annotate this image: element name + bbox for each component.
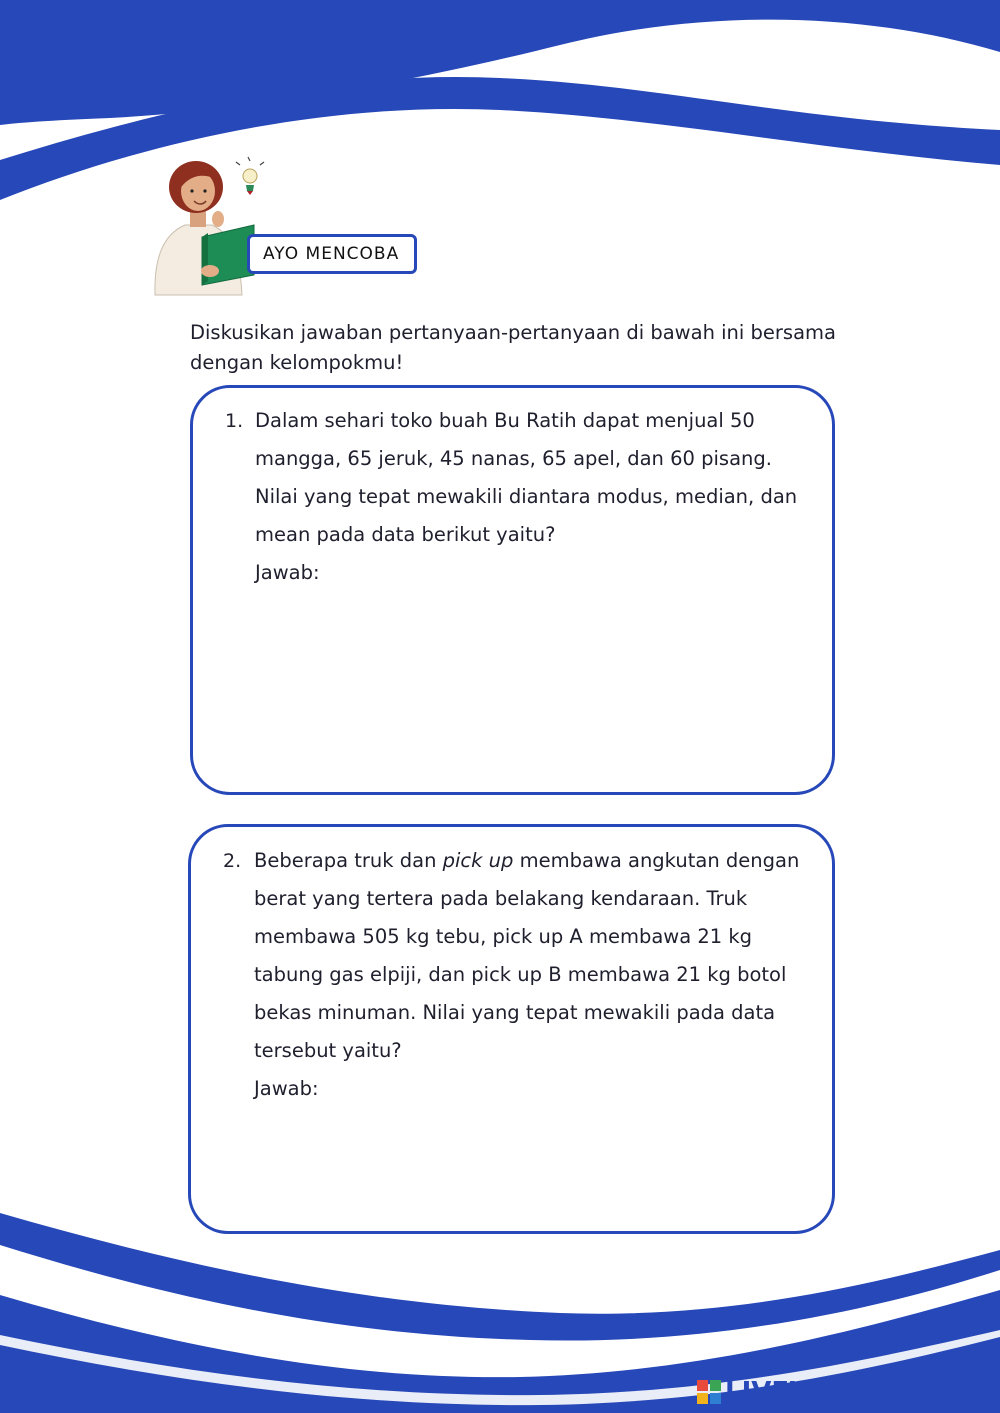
liveworksheets-logo-icon: [697, 1380, 721, 1404]
question-1-text: [255, 402, 815, 592]
question-1-body: Dalam sehari toko buah Bu Ratih dapat menjual 50 mangga, 65 jeruk, 45 nanas, 65 apel, dan 60 pisang. Nilai yang tepat mewakili diantara modus, median, dan mean pada data berikut yaitu?: [255, 409, 798, 546]
question-1-answer-label: Jawab:: [255, 561, 320, 584]
question-2-body-start: Beberapa truk dan: [254, 849, 443, 872]
teacher-illustration: [150, 155, 275, 300]
question-2-box[interactable]: [188, 824, 835, 1234]
watermark-text: LIVEWORKSHEETS: [725, 1377, 993, 1407]
lightbulb-icon: [236, 157, 264, 195]
question-1-number: 1.: [225, 410, 244, 432]
question-2-answer-label: Jawab:: [254, 1077, 319, 1100]
liveworksheets-watermark: [697, 1375, 993, 1409]
question-2-text: [254, 842, 814, 1108]
question-1-box[interactable]: [190, 385, 835, 795]
question-2-italic-term: pick up: [442, 849, 514, 872]
question-2-number: 2.: [223, 850, 242, 872]
instruction-text: Diskusikan jawaban pertanyaan-pertanyaan di bawah ini bersama dengan kelompokmu!: [190, 321, 836, 374]
section-title: AYO MENCOBA: [263, 244, 400, 264]
section-title-box: [247, 234, 417, 274]
question-2-body-end: membawa angkutan dengan berat yang tertera pada belakang kendaraan. Truk membawa 505 kg tebu, pick up A membawa 21 kg tabung gas elpiji, dan pick up B membawa 21 kg botol bekas minuman. Nilai yang tepat mewakili pada data tersebut yaitu?: [254, 849, 800, 1062]
